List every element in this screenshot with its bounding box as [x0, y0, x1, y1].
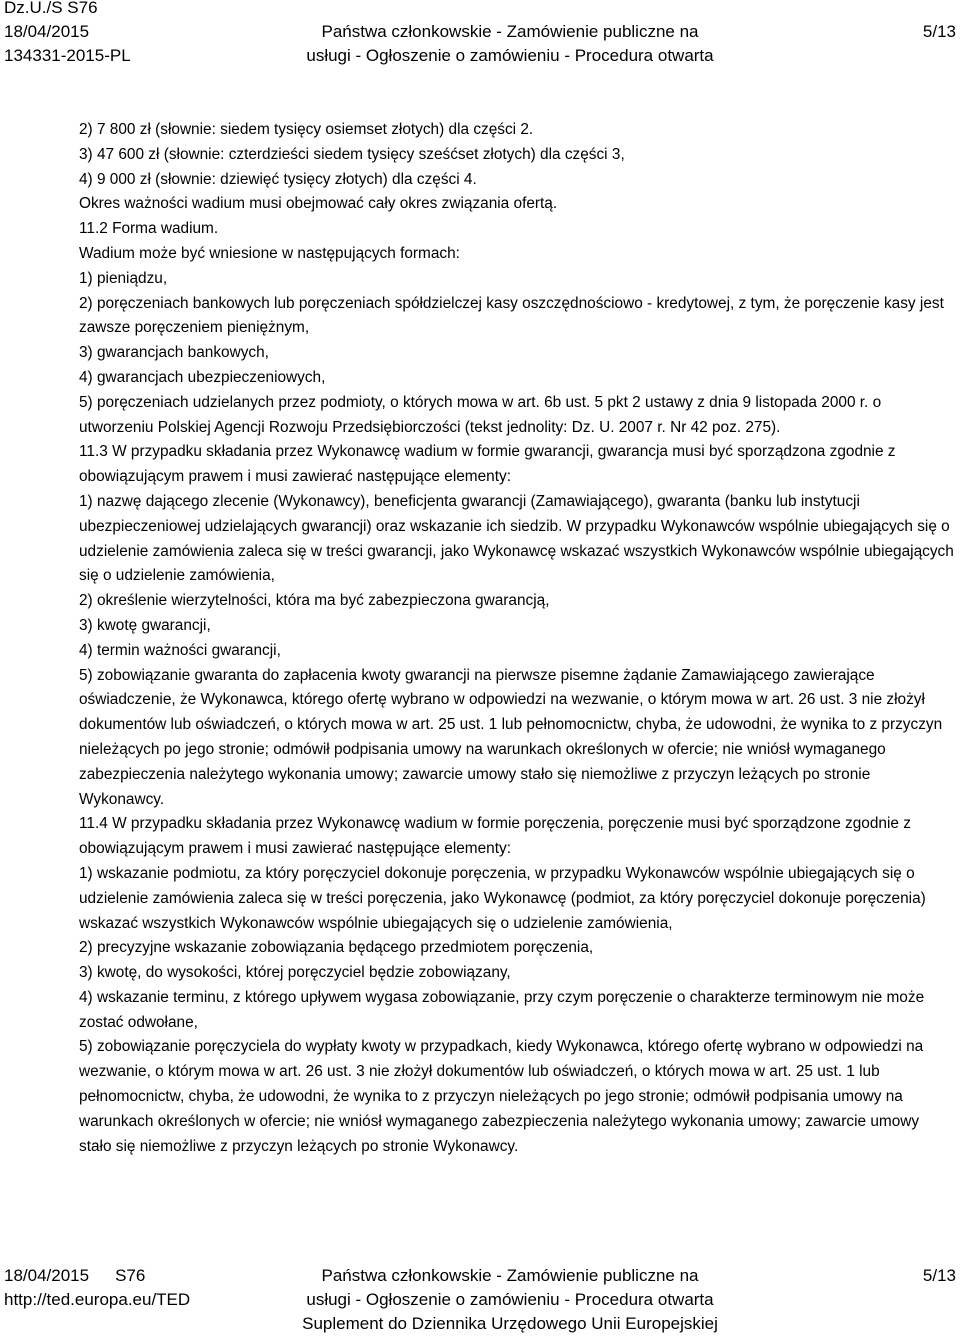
- body-paragraph: 2) precyzyjne wskazanie zobowiązania będącego przedmiotem poręczenia,: [79, 939, 594, 957]
- body-paragraph: 5) zobowiązanie gwaranta do zapłacenia kwoty gwarancji na pierwsze pisemne żądanie Zamawiającego zawierające oświadczenie, że Wykonawca, którego ofertę wybrano w odpowiedzi na wezwanie, o którym mowa w art. 26 ust. 3 nie złożył dokumentów lub oświadczeń, o których mowa w art. 25 ust. 1 lub pełnomocnictw, chyba, że udowodni, że wynika to z przyczyn nieleżących po jego stronie; odmówił podpisania umowy na warunkach określonych w ofercie; nie wniósł wymaganego zabezpieczenia należytego wykonania umowy; zawarcie umowy stało się niemożliwe z przyczyn leżących po stronie Wykonawcy.: [79, 666, 943, 808]
- journal-reference: Dz.U./S S76: [4, 0, 98, 17]
- page-footer-left: [4, 1264, 190, 1312]
- body-paragraph: 2) poręczeniach bankowych lub poręczeniach spółdzielczej kasy oszczędnościowo - kredytowej, z tym, że poręczenie kasy jest zawsze poręczeniem pieniężnym,: [79, 294, 944, 337]
- body-paragraph: Okres ważności wadium musi obejmować cały okres związania ofertą.: [79, 195, 558, 213]
- section-heading: 11.2 Forma wadium.: [79, 220, 219, 238]
- header-page-number: 5/13: [922, 22, 956, 41]
- body-paragraph: 5) zobowiązanie poręczyciela do wypłaty kwoty w przypadkach, kiedy Wykonawca, którego ofertę wybrano w odpowiedzi na wezwanie, o którym mowa w art. 26 ust. 3 nie złożył dokumentów lub oświadczeń, o których mowa w art. 25 ust. 1 lub pełnomocnictw, chyba, że udowodni, że wynika to z przyczyn nieleżących po jego stronie; odmówił podpisania umowy na warunkach określonych w ofercie; nie wniósł wymaganego zabezpieczenia należytego wykonania umowy; zawarcie umowy stało się niemożliwe z przyczyn leżących po stronie Wykonawcy.: [79, 1038, 924, 1155]
- body-paragraph: 3) kwotę, do wysokości, której poręczyciel będzie zobowiązany,: [79, 964, 511, 982]
- page-header-left: [4, 0, 131, 68]
- body-paragraph: 2) określenie wierzytelności, która ma być zabezpieczona gwarancją,: [79, 592, 550, 610]
- body-paragraph: 1) wskazanie podmiotu, za który poręczyciel dokonuje poręczenia, w przypadku Wykonawców wspólnie ubiegających się o udzielenie zamówienia zaleca się w treści poręczenia, jako Wykonawcę (podmiot, za który poręczyciel dokonuje poręczenia) wskazać wszystkich Wykonawców wspólnie ubiegających się o udzielenie zamówienia,: [79, 864, 926, 932]
- body-paragraph: Wadium może być wniesione w następujących formach:: [79, 244, 460, 262]
- footer-series: S76: [115, 1266, 146, 1285]
- header-title-line-1: Państwa członkowskie - Zamówienie publiczne na: [321, 22, 699, 41]
- body-paragraph: 11.4 W przypadku składania przez Wykonawcę wadium w formie poręczenia, poręczenie musi być sporządzone zgodnie z obowiązującym prawem i musi zawierać następujące elementy:: [79, 815, 911, 858]
- body-paragraph: 3) 47 600 zł (słownie: czterdzieści siedem tysięcy sześćset złotych) dla części 3,: [79, 145, 625, 163]
- body-paragraph: 3) kwotę gwarancji,: [79, 616, 211, 634]
- page-header-center: [270, 20, 750, 68]
- body-paragraph: 3) gwarancjach bankowych,: [79, 344, 269, 362]
- body-paragraph: 4) wskazanie terminu, z którego upływem wygasa zobowiązanie, przy czym poręczenie o charakterze terminowym nie może zostać odwołane,: [79, 988, 925, 1031]
- footer-title-line-2: usługi - Ogłoszenie o zamówieniu - Procedura otwarta: [306, 1290, 714, 1309]
- body-paragraph: 2) 7 800 zł (słownie: siedem tysięcy osiemset złotych) dla części 2.: [79, 121, 534, 138]
- footer-supplement: Suplement do Dziennika Urzędowego Unii Europejskiej: [302, 1314, 718, 1333]
- header-title-line-2: usługi - Ogłoszenie o zamówieniu - Procedura otwarta: [306, 46, 714, 65]
- body-paragraph: 5) poręczeniach udzielanych przez podmioty, o których mowa w art. 6b ust. 5 pkt 2 ustawy z dnia 9 listopada 2000 r. o utworzeniu Polskiej Agencji Rozwoju Przedsiębiorczości (tekst jednolity: Dz. U. 2007 r. Nr 42 poz. 275).: [79, 393, 882, 436]
- body-paragraph: 1) pieniądzu,: [79, 269, 168, 287]
- footer-title-line-1: Państwa członkowskie - Zamówienie publiczne na: [321, 1266, 699, 1285]
- body-paragraph: 4) gwarancjach ubezpieczeniowych,: [79, 368, 326, 386]
- body-paragraph: 11.3 W przypadku składania przez Wykonawcę wadium w formie gwarancji, gwarancja musi być sporządzona zgodnie z obowiązującym prawem i musi zawierać następujące elementy:: [79, 443, 896, 486]
- ted-link[interactable]: http://ted.europa.eu/TED: [4, 1290, 191, 1309]
- body-paragraph: 1) nazwę dającego zlecenie (Wykonawcy), beneficjenta gwarancji (Zamawiającego), gwaranta (banku lub instytucji ubezpieczeniowej udzielających gwarancji) oraz wskazanie ich siedzib. W przypadku Wykonawców wspólnie ubiegających się o udzielenie zamówienia zaleca się w treści gwarancji, jako Wykonawcę wskazać wszystkich Wykonawców wspólnie ubiegających się o udzielenie zamówienia,: [79, 492, 954, 585]
- page-footer-center: [270, 1264, 750, 1336]
- body-paragraph: 4) 9 000 zł (słownie: dziewięć tysięcy złotych) dla części 4.: [79, 170, 477, 188]
- header-date: 18/04/2015: [4, 22, 90, 41]
- footer-page-number: 5/13: [922, 1266, 956, 1285]
- document-body: [79, 118, 954, 1159]
- body-paragraph: 4) termin ważności gwarancji,: [79, 641, 281, 659]
- notice-number: 134331-2015-PL: [4, 46, 131, 65]
- footer-date: 18/04/2015: [4, 1266, 90, 1285]
